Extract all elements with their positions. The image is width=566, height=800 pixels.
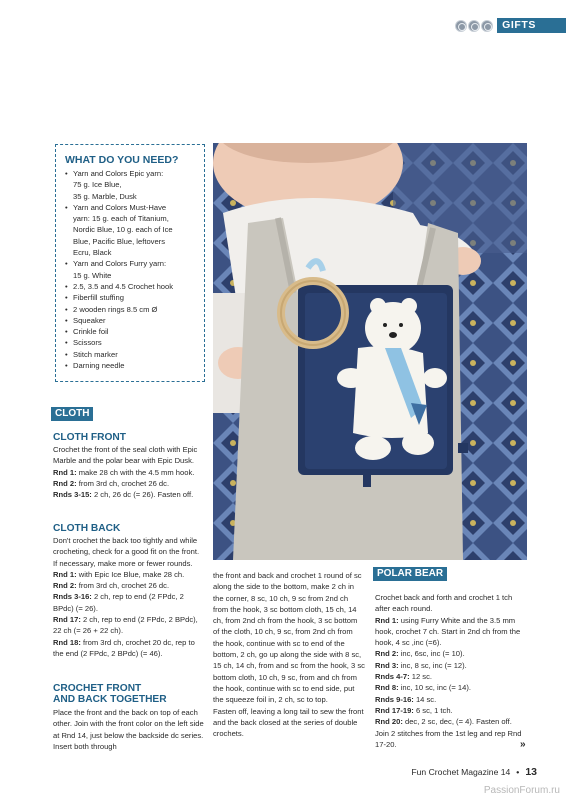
instruction-row: Rnd 2: from 3rd ch, crochet 26 dc. bbox=[53, 478, 170, 488]
polar-bear-section-tab: POLAR BEAR bbox=[373, 567, 447, 581]
instruction-row: Rnd 17-19: 6 sc, 1 tch. bbox=[375, 705, 453, 715]
instruction-row: Rnd 8: inc, 10 sc, inc (= 14). bbox=[375, 683, 472, 693]
materials-item: • Stitch marker bbox=[65, 349, 199, 360]
instruction-row: Rnd 20: dec, 2 sc, dec, (= 4). Fasten off. bbox=[375, 717, 512, 727]
cloth-back-intro: Don't crochet the back too tightly and while crocheting, check for a good fit on the front. If necessary, make more or fewer rounds. bbox=[53, 536, 200, 568]
cloth-back-body bbox=[53, 535, 205, 659]
crochet-together-heading: CROCHET FRONT AND BACK TOGETHER bbox=[53, 683, 167, 705]
instruction-row: Rnd 3: inc, 8 sc, inc (= 12). bbox=[375, 660, 467, 670]
instruction-row: Rnds 3-15: 2 ch, 26 dc (= 26). Fasten off. bbox=[53, 490, 194, 500]
instruction-row: Rnd 17: 2 ch, rep to end (2 FPdc, 2 BPdc), 22 ch (= 26 + 22 ch). bbox=[53, 615, 198, 636]
materials-item: • Fiberfill stuffing bbox=[65, 292, 199, 303]
cloth-back-heading: CLOTH BACK bbox=[53, 523, 121, 534]
materials-title: WHAT DO YOU NEED? bbox=[65, 154, 179, 166]
materials-list bbox=[65, 168, 199, 371]
materials-item: • Darning needle bbox=[65, 360, 199, 371]
materials-item: • Scissors bbox=[65, 337, 199, 348]
materials-item: • 2.5, 3.5 and 4.5 Crochet hook bbox=[65, 281, 199, 292]
section-tab: GIFTS bbox=[497, 18, 566, 33]
continue-arrow-icon: » bbox=[520, 739, 526, 750]
polar-bear-intro: Crochet back and forth and crochet 1 tch after each round. bbox=[375, 593, 513, 614]
watermark: PassionForum.ru bbox=[483, 785, 560, 796]
materials-item: • 2 wooden rings 8.5 cm Ø bbox=[65, 304, 199, 315]
page-number: 13 bbox=[525, 766, 537, 778]
polar-bear-outro: Join 2 stitches from the 1st leg and rep Rnd 17-20. bbox=[375, 728, 522, 749]
crochet-together-continued: the front and back and crochet 1 round of sc along the side to the bottom, make 2 ch in the corner, 8 sc, 10 ch, 9 sc from 2nd ch from the hook, 3 sc bottom cloth, 15 ch, 14 ch, from 2nd ch from the hook, 3 sc bottom of the cloth, 10 ch, 9 sc, from 2nd ch from the hook, continue with sc to end of the bottom, 2 ch, go up along the side with 8 sc, 15 ch, 14 ch, from and sc from the hook, 3 sc bottom cloth, 10 ch, 9 sc, from and ch from the hook, continue with sc to end side, put the squeeze foil in, 2 ch, sc to top. Fasten off, leaving a long tail to sew the front and the back closed at the series of double crochets. bbox=[213, 571, 365, 739]
photo-baby-polar-bear-cloth bbox=[213, 143, 527, 560]
polar-bear-body bbox=[375, 592, 527, 750]
page-footer bbox=[411, 766, 537, 778]
materials-item: • Squeaker bbox=[65, 315, 199, 326]
instruction-row: Rnds 9-16: 14 sc. bbox=[375, 694, 437, 704]
crochet-together-body: Place the front and the back on top of each other. Join with the front color on the left side at Rnd 14, just below the backside dc series. Insert both through bbox=[53, 708, 204, 751]
instruction-row: Rnd 1: with Epic Ice Blue, make 28 ch. bbox=[53, 569, 185, 579]
instruction-row: Rnds 3-16: 2 ch, rep to end (2 FPdc, 2 BPdc) (= 26). bbox=[53, 592, 184, 613]
materials-item: • Crinkle foil bbox=[65, 326, 199, 337]
materials-item: • Yarn and Colors Epic yarn: 75 g. Ice Blue, 35 g. Marble, Dusk bbox=[65, 168, 199, 202]
magazine-name: Fun Crochet Magazine 14 bbox=[411, 767, 511, 777]
materials-box bbox=[55, 144, 205, 382]
crochet-dots-icon bbox=[455, 20, 493, 32]
cloth-front-intro: Crochet the front of the seal cloth with Epic Marble and the polar bear with Epic Dusk. bbox=[53, 445, 198, 466]
instruction-row: Rnd 2: from 3rd ch, crochet 26 dc. bbox=[53, 581, 170, 591]
cloth-front-body bbox=[53, 444, 208, 500]
instruction-row: Rnd 1: using Furry White and the 3.5 mm hook, crochet 7 ch. Start in 2nd ch from the hook, 4 sc ,inc (=6). bbox=[375, 615, 521, 648]
materials-item: • Yarn and Colors Furry yarn: 15 g. White bbox=[65, 258, 199, 281]
section-header bbox=[455, 18, 566, 33]
instruction-row: Rnd 2: inc, 6sc, inc (= 10). bbox=[375, 649, 465, 659]
instruction-row: Rnds 4-7: 12 sc. bbox=[375, 672, 432, 682]
instruction-row: Rnd 1: make 28 ch with the 4.5 mm hook. bbox=[53, 467, 195, 477]
footer-bullet: • bbox=[516, 767, 520, 777]
instruction-row: Rnd 18: from 3rd ch, crochet 20 dc, rep to the end (2 FPdc, 2 BPdc) (= 46). bbox=[53, 637, 195, 658]
cloth-section-tab: CLOTH bbox=[51, 407, 93, 421]
materials-item: • Yarn and Colors Must-Have yarn: 15 g. each of Titanium, Nordic Blue, 10 g. each of Ice Blue, Pacific Blue, leftovers Ecru, Black bbox=[65, 202, 199, 258]
cloth-front-heading: CLOTH FRONT bbox=[53, 432, 126, 443]
